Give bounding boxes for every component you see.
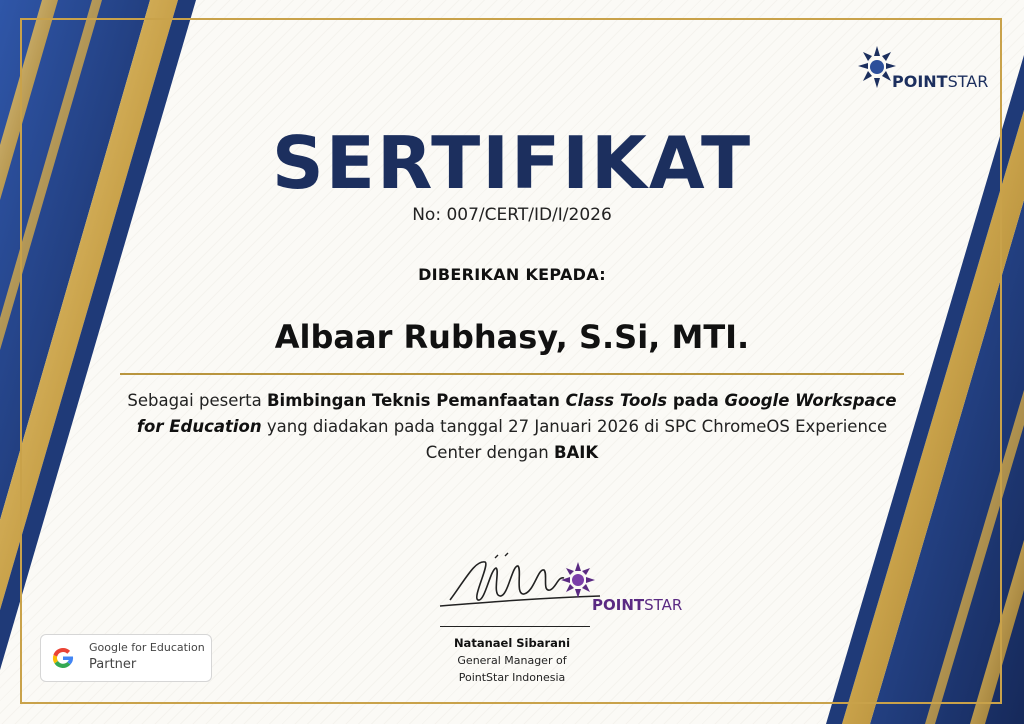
desc-text-2: yang diadakan pada tanggal 27 Januari 2026 di SPC ChromeOS Experience Center dengan bbox=[261, 417, 888, 462]
google-g-icon bbox=[49, 644, 77, 672]
signature-logo-point: POINT bbox=[592, 596, 645, 614]
logo-text-point: POINT bbox=[892, 72, 948, 91]
logo-text-star: STAR bbox=[947, 72, 989, 91]
google-partner-badge bbox=[40, 634, 212, 682]
signature-logo-star-icon bbox=[561, 562, 595, 598]
desc-italic-2: Google Workspace for Education bbox=[136, 391, 897, 436]
badge-line-2: Partner bbox=[89, 657, 137, 672]
signer-role bbox=[412, 652, 612, 686]
recipient-name: Albaar Rubhasy, S.Si, MTI. bbox=[274, 318, 750, 356]
divider-line bbox=[120, 373, 904, 375]
desc-italic-1: Class Tools bbox=[565, 391, 668, 410]
certificate-number: No: 007/CERT/ID/I/2026 bbox=[412, 205, 612, 225]
signer-name: Natanael Sibarani bbox=[453, 636, 571, 650]
certificate-title: SERTIFIKAT bbox=[271, 121, 753, 205]
certificate-description bbox=[120, 388, 904, 466]
given-to-label: DIBERIKAN KEPADA: bbox=[418, 265, 606, 284]
desc-bold-2: pada bbox=[667, 391, 725, 410]
desc-bold-1: Bimbingan Teknis Pemanfaatan bbox=[266, 391, 566, 410]
signature-image bbox=[430, 540, 690, 630]
signature-line bbox=[440, 626, 590, 627]
desc-text-1: Sebagai peserta bbox=[127, 391, 267, 410]
badge-line-1: Google for Education bbox=[89, 641, 205, 654]
desc-bold-3: BAIK bbox=[553, 443, 599, 462]
pointstar-logo bbox=[856, 44, 989, 100]
signature-logo-text bbox=[592, 596, 682, 614]
signer-role-line-2: PointStar Indonesia bbox=[458, 671, 566, 684]
signer-role-line-1: General Manager of bbox=[457, 654, 567, 667]
signature-logo-star: STAR bbox=[644, 596, 683, 614]
